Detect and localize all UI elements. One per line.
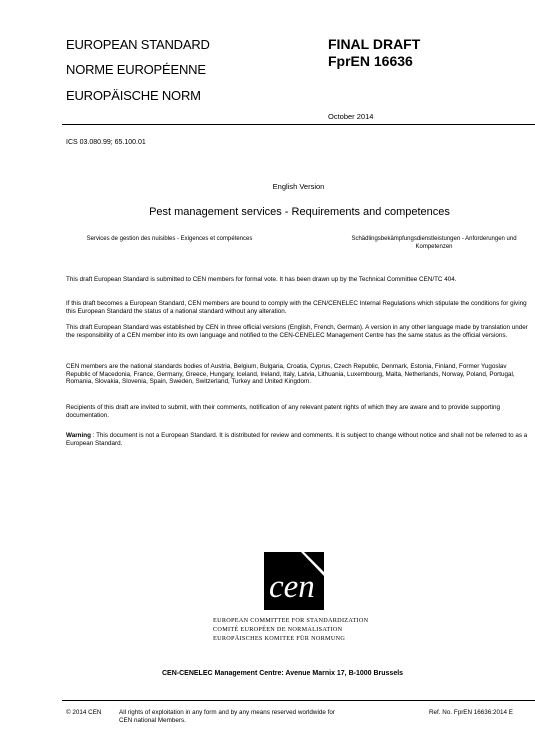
header-divider xyxy=(62,124,535,125)
committee-fr: COMITÉ EUROPÉEN DE NORMALISATION xyxy=(213,626,343,633)
management-centre-address: CEN-CENELEC Management Centre: Avenue Marnix 17, B-1000 Brussels xyxy=(162,670,404,677)
standard-name-en: EUROPEAN STANDARD xyxy=(66,37,210,52)
footer-copyright: © 2014 CEN xyxy=(66,709,102,716)
cen-logo-graphic xyxy=(264,552,324,610)
warning-text: : This document is not a European Standard. It is distributed for review and comments. It is subject to change without notice and shall not be referred to as a European Standard. xyxy=(66,432,528,447)
committee-de: EUROPÄISCHES KOMITEE FÜR NORMUNG xyxy=(213,635,346,642)
paragraph-official-versions: This draft European Standard was established by CEN in three official versions (English, French, German). A version in any other language made by translation under the responsibility of a CEN member into its own language and notified to the CEN-CENELEC Management Centre has the same status as the official versions. xyxy=(66,324,528,339)
paragraph-formal-vote: This draft European Standard is submitted to CEN members for formal vote. It has been drawn up by the Technical Committee CEN/TC 404. xyxy=(66,276,457,283)
draft-code: FprEN 16636 xyxy=(328,53,413,69)
title-german: Schädlingsbekämpfungsdienstleistungen - Anforderungen und Kompetenzen xyxy=(351,236,517,250)
publication-date: October 2014 xyxy=(328,112,374,121)
warning-label: Warning xyxy=(66,432,91,439)
standard-name-de: EUROPÄISCHE NORM xyxy=(66,88,201,103)
standard-name-fr: NORME EUROPÉENNE xyxy=(66,62,206,77)
version-label: English Version xyxy=(272,182,325,191)
title-french: Services de gestion des nuisibles - Exigences et compétences xyxy=(86,236,253,242)
paragraph-regulations: If this draft becomes a European Standard, CEN members are bound to comply with the CEN/CENELEC Internal Regulations which stipulate the conditions for giving this European Standard the status of a national standard without any alteration. xyxy=(66,300,527,315)
cen-logo xyxy=(264,552,324,610)
paragraph-patent-rights: Recipients of this draft are invited to submit, with their comments, notification of any relevant patent rights of which they are aware and to provide supporting documentation. xyxy=(66,404,501,419)
ics-codes: ICS 03.080.99; 65.100.01 xyxy=(66,139,146,146)
document-title: Pest management services - Requirements and competences xyxy=(149,206,450,218)
final-draft-label: FINAL DRAFT xyxy=(328,36,421,52)
footer-rights: All rights of exploitation in any form and by any means reserved worldwide for CEN national Members. xyxy=(119,709,335,724)
footer-divider xyxy=(62,700,535,701)
committee-en: EUROPEAN COMMITTEE FOR STANDARDIZATION xyxy=(213,617,369,624)
cen-logo-text: cen xyxy=(269,569,315,605)
footer-reference: Ref. No. FprEN 16636:2014 E xyxy=(429,709,514,716)
warning-paragraph xyxy=(66,432,532,447)
paragraph-cen-members: CEN members are the national standards bodies of Austria, Belgium, Bulgaria, Croatia, Cyprus, Czech Republic, Denmark, Estonia, Finland, Former Yugoslav Republic of Macedonia, France, Germany, Greece, Hungary, Iceland, Ireland, Italy, Latvia, Lithuania, Luxembourg, Malta, Netherlands, Norway, Poland, Portugal, Romania, Slovakia, Slovenia, Spain, Sweden, Switzerland, Turkey and United Kingdom. xyxy=(66,363,515,385)
